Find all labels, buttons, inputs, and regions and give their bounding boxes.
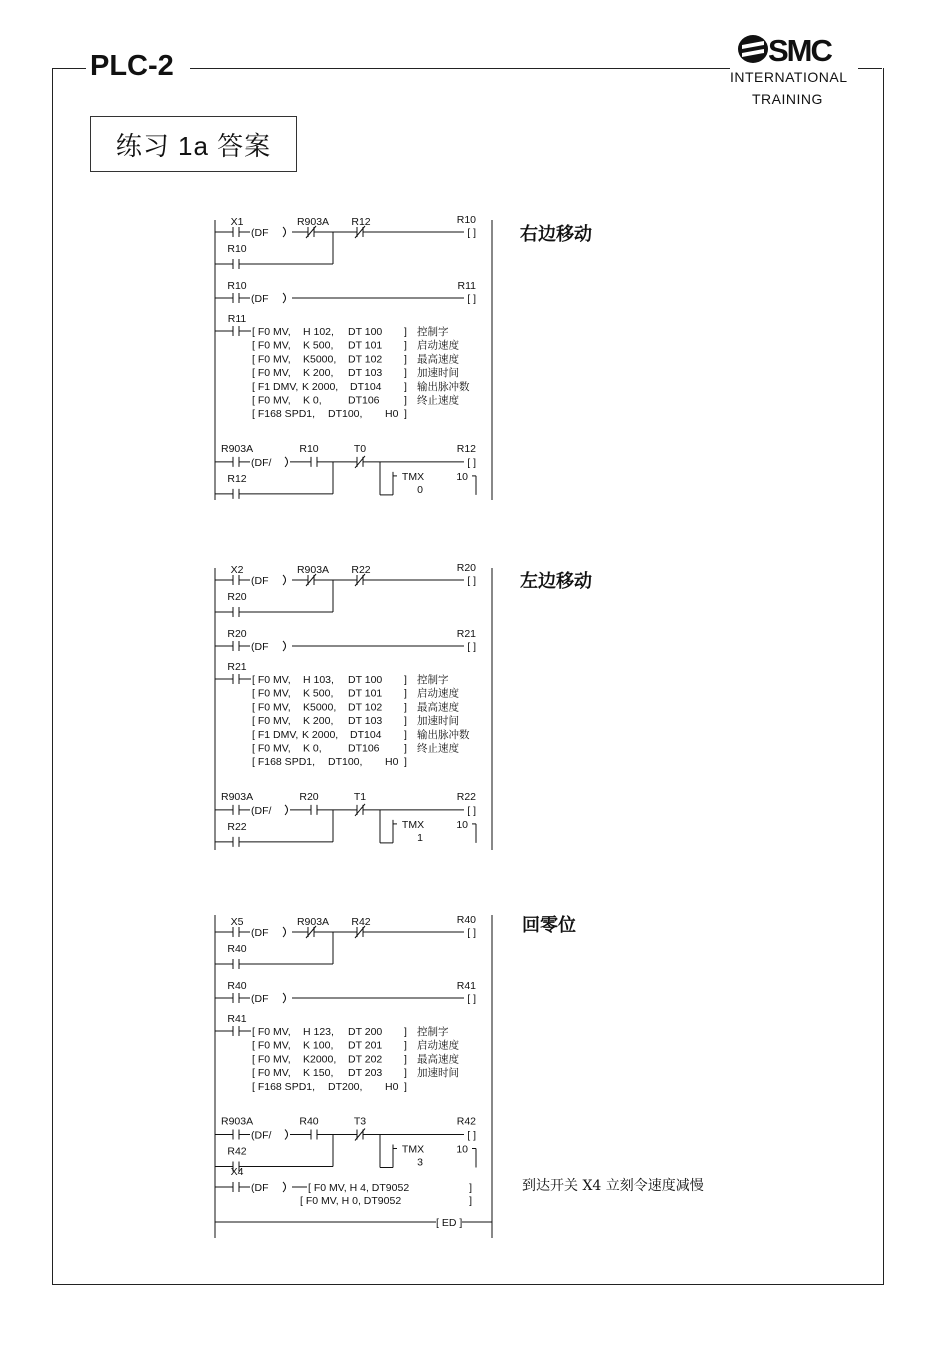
sec0-instr-2-c: DT 102 [348,353,383,366]
sec1-instr-5-note: 终止速度 [417,742,459,755]
sec1-instr-2-close: ] [404,701,407,714]
sec1-r1-c1-label: X2 [230,564,244,576]
sec1-instr-0-c: DT 100 [348,674,383,686]
sec0-instr-1-close: ] [404,339,407,352]
sec2-instr-2-c: DT 202 [348,1053,383,1066]
sec1-instr-2-a: [ F0 MV, [252,701,291,714]
sec2-instr-2-note: 最高速度 [417,1053,459,1066]
sec1-instr-4-close: ] [404,728,407,741]
sec2-r3-c1-label: R41 [227,1013,247,1025]
sec1-r1-coil-label: R20 [456,562,476,574]
sec1-r1-coil: [ ] [467,575,476,587]
sec1-instr-1-a: [ F0 MV, [252,687,291,700]
sec1-instr-3-note: 加速时间 [417,715,459,728]
sec0-instr-1-note: 启动速度 [417,339,459,352]
sec0-r4-df-text: (DF/ [251,456,272,469]
sec0-instr-6-close: ] [404,408,407,421]
sec0-r4-c3-label: T0 [353,442,367,455]
sec2-timer-label: TMX [401,1143,425,1156]
brand-line-international: INTERNATIONAL [730,69,848,85]
sec1-instr-2-c: DT 102 [348,701,383,714]
sec0-r1-df-text: (DF [251,227,269,239]
sec2-instr-3-note: 加速时间 [417,1067,459,1080]
sec0-instr-0-a: [ F0 MV, [252,326,291,338]
sec2-r1-coil-label: R40 [456,914,476,926]
sec1-r1-df-text: (DF [251,575,269,587]
sec0-instr-6-b: DT100, [328,408,363,421]
sec0-instr-4-close: ] [404,380,407,393]
extra-close2: ] [469,1195,472,1207]
sec0-instr-2-close: ] [404,353,407,366]
sec2-r4-par-label: R42 [227,1145,247,1158]
sec2-instr-3-c: DT 203 [348,1067,383,1080]
sec1-instr-6-c: H0 [385,756,399,769]
sec0-r2-df-text: (DF [251,293,269,305]
sec2-r4-c2-label: R40 [299,1115,319,1128]
sec1-instr-3-a: [ F0 MV, [252,715,291,728]
sec0-instr-3-a: [ F0 MV, [252,367,291,380]
sec0-instr-1-b: K 500, [303,339,334,352]
sec2-instr-2-close: ] [404,1053,407,1066]
sec0-instr-2-note: 最高速度 [417,353,459,366]
sec0-r3-c1-label: R11 [227,313,247,325]
sec0-instr-6-c: H0 [385,408,399,421]
sec1-instr-0-b: H 103, [303,674,334,686]
sec1-instr-2-b: K5000, [303,701,337,714]
sec2-instr-0-b: H 123, [303,1026,334,1038]
sec2-r4-c1-label: R903A [221,1115,254,1128]
sec0-instr-4-a: [ F1 DMV, [252,380,299,393]
extra-df-paren [283,1182,286,1192]
sec1-r1-df-paren [283,575,286,585]
sec0-r2-coil: [ ] [467,293,476,305]
sec0-instr-3-b: K 200, [303,367,334,380]
sec1-instr-6-b: DT100, [328,756,363,769]
sec0-instr-3-close: ] [404,367,407,380]
extra-df-text: (DF [251,1182,269,1194]
sec2-instr-3-a: [ F0 MV, [252,1067,291,1080]
sec1-r4-coil: [ ] [467,804,476,817]
sec1-instr-5-c: DT106 [348,742,380,755]
sec2-r4-coil-label: R42 [456,1115,476,1128]
brand-line-training: TRAINING [752,91,823,107]
extra-line1: [ F0 MV, H 4, DT9052 [308,1182,410,1194]
sec1-r1-c3-label: R22 [351,564,371,576]
sec2-timer-val: 10 [456,1143,468,1156]
sec0-instr-5-b: K 0, [303,394,322,407]
sec2-instr-3-close: ] [404,1067,407,1080]
sec1-instr-6-close: ] [404,756,407,769]
sec1-r2-df-text: (DF [251,641,269,653]
sec0-instr-4-b: K 2000, [302,380,339,393]
extra-c1-label: X4 [230,1166,244,1178]
sec2-r1-c3-label: R42 [351,916,371,928]
sec1-instr-3-close: ] [404,715,407,728]
sec0-instr-1-a: [ F0 MV, [252,339,291,352]
sec0-r1-par-label: R10 [227,243,247,255]
sec1-instr-1-c: DT 101 [348,687,383,700]
sec0-r4-c1-label: R903A [221,442,254,455]
sec1-r1-par-label: R20 [227,591,247,603]
sec0-instr-6-a: [ F168 SPD1, [252,408,316,421]
sec1-r4-c2-label: R20 [299,790,319,803]
answer-label: 练习 1a 答案 [115,130,272,161]
sec1-r4-par-label: R22 [227,820,247,833]
sec2-instr-0-close: ] [404,1026,407,1038]
sec2-r4-df-text: (DF/ [251,1129,272,1142]
sec1-instr-4-c: DT104 [350,728,382,741]
sec0-instr-5-c: DT106 [348,394,380,407]
sec0-instr-2-a: [ F0 MV, [252,353,291,366]
sec0-r1-c1-label: X1 [230,216,244,228]
section-title-left-move: 左边移动 [520,571,592,591]
sec2-instr-4-b: DT200, [328,1080,363,1093]
sec1-instr-1-close: ] [404,687,407,700]
sec2-instr-1-b: K 100, [303,1039,334,1052]
sec1-r3-c1-label: R21 [227,661,247,673]
sec0-r1-coil: [ ] [467,227,476,239]
sec0-instr-5-close: ] [404,394,407,407]
sec1-instr-5-b: K 0, [303,742,322,755]
sec1-r4-df-text: (DF/ [251,804,272,817]
smc-logo-text: SMC [768,33,831,66]
sec1-instr-5-close: ] [404,742,407,755]
sec2-r4-coil: [ ] [467,1129,476,1142]
sec2-r2-df-paren [283,993,286,1003]
sec1-instr-0-a: [ F0 MV, [252,674,291,686]
sec1-r4-c1-label: R903A [221,790,254,803]
sec2-instr-0-c: DT 200 [348,1026,383,1038]
sec1-instr-3-b: K 200, [303,715,334,728]
sec1-instr-4-b: K 2000, [302,728,339,741]
sec2-r4-c3-label: T3 [353,1115,367,1128]
sec0-timer-num: 0 [417,483,423,496]
sec2-r1-coil: [ ] [467,927,476,939]
sec2-instr-4-a: [ F168 SPD1, [252,1080,316,1093]
sec0-instr-1-c: DT 101 [348,339,383,352]
page-title: PLC-2 [90,50,174,82]
end-instr: [ ED ] [436,1217,463,1229]
sec1-instr-3-c: DT 103 [348,715,383,728]
extra-line2: [ F0 MV, H 0, DT9052 [300,1195,402,1207]
sec0-r4-coil-label: R12 [456,442,476,455]
sec0-r2-df-paren [283,293,286,303]
sec0-r4-coil: [ ] [467,456,476,469]
sec2-instr-1-c: DT 201 [348,1039,383,1052]
sec1-r2-df-paren [283,641,286,651]
section-title-home: 回零位 [522,915,576,935]
sec2-instr-1-note: 启动速度 [417,1039,459,1052]
sec0-instr-3-c: DT 103 [348,367,383,380]
sec2-instr-3-b: K 150, [303,1067,334,1080]
sec0-instr-4-c: DT104 [350,380,382,393]
sec1-r4-df-paren [285,805,288,815]
sec2-r1-c2-label: R903A [296,916,330,928]
sec2-instr-0-a: [ F0 MV, [252,1026,291,1038]
extra-close1: ] [469,1182,472,1194]
sec0-r1-coil-label: R10 [456,214,476,226]
sec2-r1-df-paren [283,927,286,937]
sec0-instr-0-c: DT 100 [348,326,383,338]
sec0-r1-c2-label: R903A [296,216,330,228]
sec0-r1-c3-label: R12 [351,216,371,228]
sec2-r2-coil: [ ] [467,993,476,1005]
sec2-instr-4-c: H0 [385,1080,399,1093]
sec1-timer-num: 1 [417,831,423,844]
section-title-right-move: 右边移动 [520,224,592,244]
sec0-instr-3-note: 加速时间 [417,367,459,380]
sec2-r1-c1-label: X5 [230,916,244,928]
sec1-r2-c1-label: R20 [227,628,247,640]
sec2-r1-par-label: R40 [227,943,247,955]
sec2-instr-1-a: [ F0 MV, [252,1039,291,1052]
sec1-timer-val: 10 [456,818,468,831]
sec2-instr-0-note: 控制字 [417,1026,449,1038]
sec2-r4-df-paren [285,1130,288,1140]
sec1-instr-4-a: [ F1 DMV, [252,728,299,741]
sec2-instr-2-b: K2000, [303,1053,337,1066]
sec2-r2-coil-label: R41 [456,980,476,992]
sec1-instr-1-note: 启动速度 [417,687,459,700]
sec2-instr-2-a: [ F0 MV, [252,1053,291,1066]
sec0-r4-df-paren [285,457,288,467]
sec0-instr-4-note: 输出脉冲数 [417,380,470,393]
sec1-r4-c3-label: T1 [353,790,367,803]
sec0-instr-2-b: K5000, [303,353,337,366]
sec2-r2-c1-label: R40 [227,980,247,992]
sec0-r2-coil-label: R11 [457,280,476,292]
sec1-instr-5-a: [ F0 MV, [252,742,291,755]
sec1-instr-1-b: K 500, [303,687,334,700]
sec0-r1-df-paren [283,227,286,237]
sec0-instr-0-note: 控制字 [417,326,449,338]
sec0-timer-label: TMX [401,470,425,483]
x4-note: 到达开关 X4 立刻令速度减慢 [522,1178,704,1194]
sec2-instr-1-close: ] [404,1039,407,1052]
sec0-instr-0-close: ] [404,326,407,338]
sec1-instr-6-a: [ F168 SPD1, [252,756,316,769]
sec0-instr-0-b: H 102, [303,326,334,338]
sec1-r2-coil: [ ] [467,641,476,653]
sec2-r2-df-text: (DF [251,993,269,1005]
sec1-r4-coil-label: R22 [456,790,476,803]
sec0-r4-c2-label: R10 [299,442,319,455]
sec1-instr-0-close: ] [404,674,407,686]
sec0-instr-5-a: [ F0 MV, [252,394,291,407]
sec2-timer-num: 3 [417,1156,423,1169]
sec0-r2-c1-label: R10 [227,280,247,292]
sec1-r1-c2-label: R903A [296,564,330,576]
sec0-timer-val: 10 [456,470,468,483]
sec1-instr-0-note: 控制字 [417,674,449,686]
sec2-r1-df-text: (DF [251,927,269,939]
sec0-instr-5-note: 终止速度 [417,394,459,407]
sec2-instr-4-close: ] [404,1080,407,1093]
sec0-r4-par-label: R12 [227,472,247,485]
sec1-instr-2-note: 最高速度 [417,701,459,714]
sec1-timer-label: TMX [401,818,425,831]
sec1-r2-coil-label: R21 [456,628,476,640]
sec1-instr-4-note: 输出脉冲数 [417,728,470,741]
